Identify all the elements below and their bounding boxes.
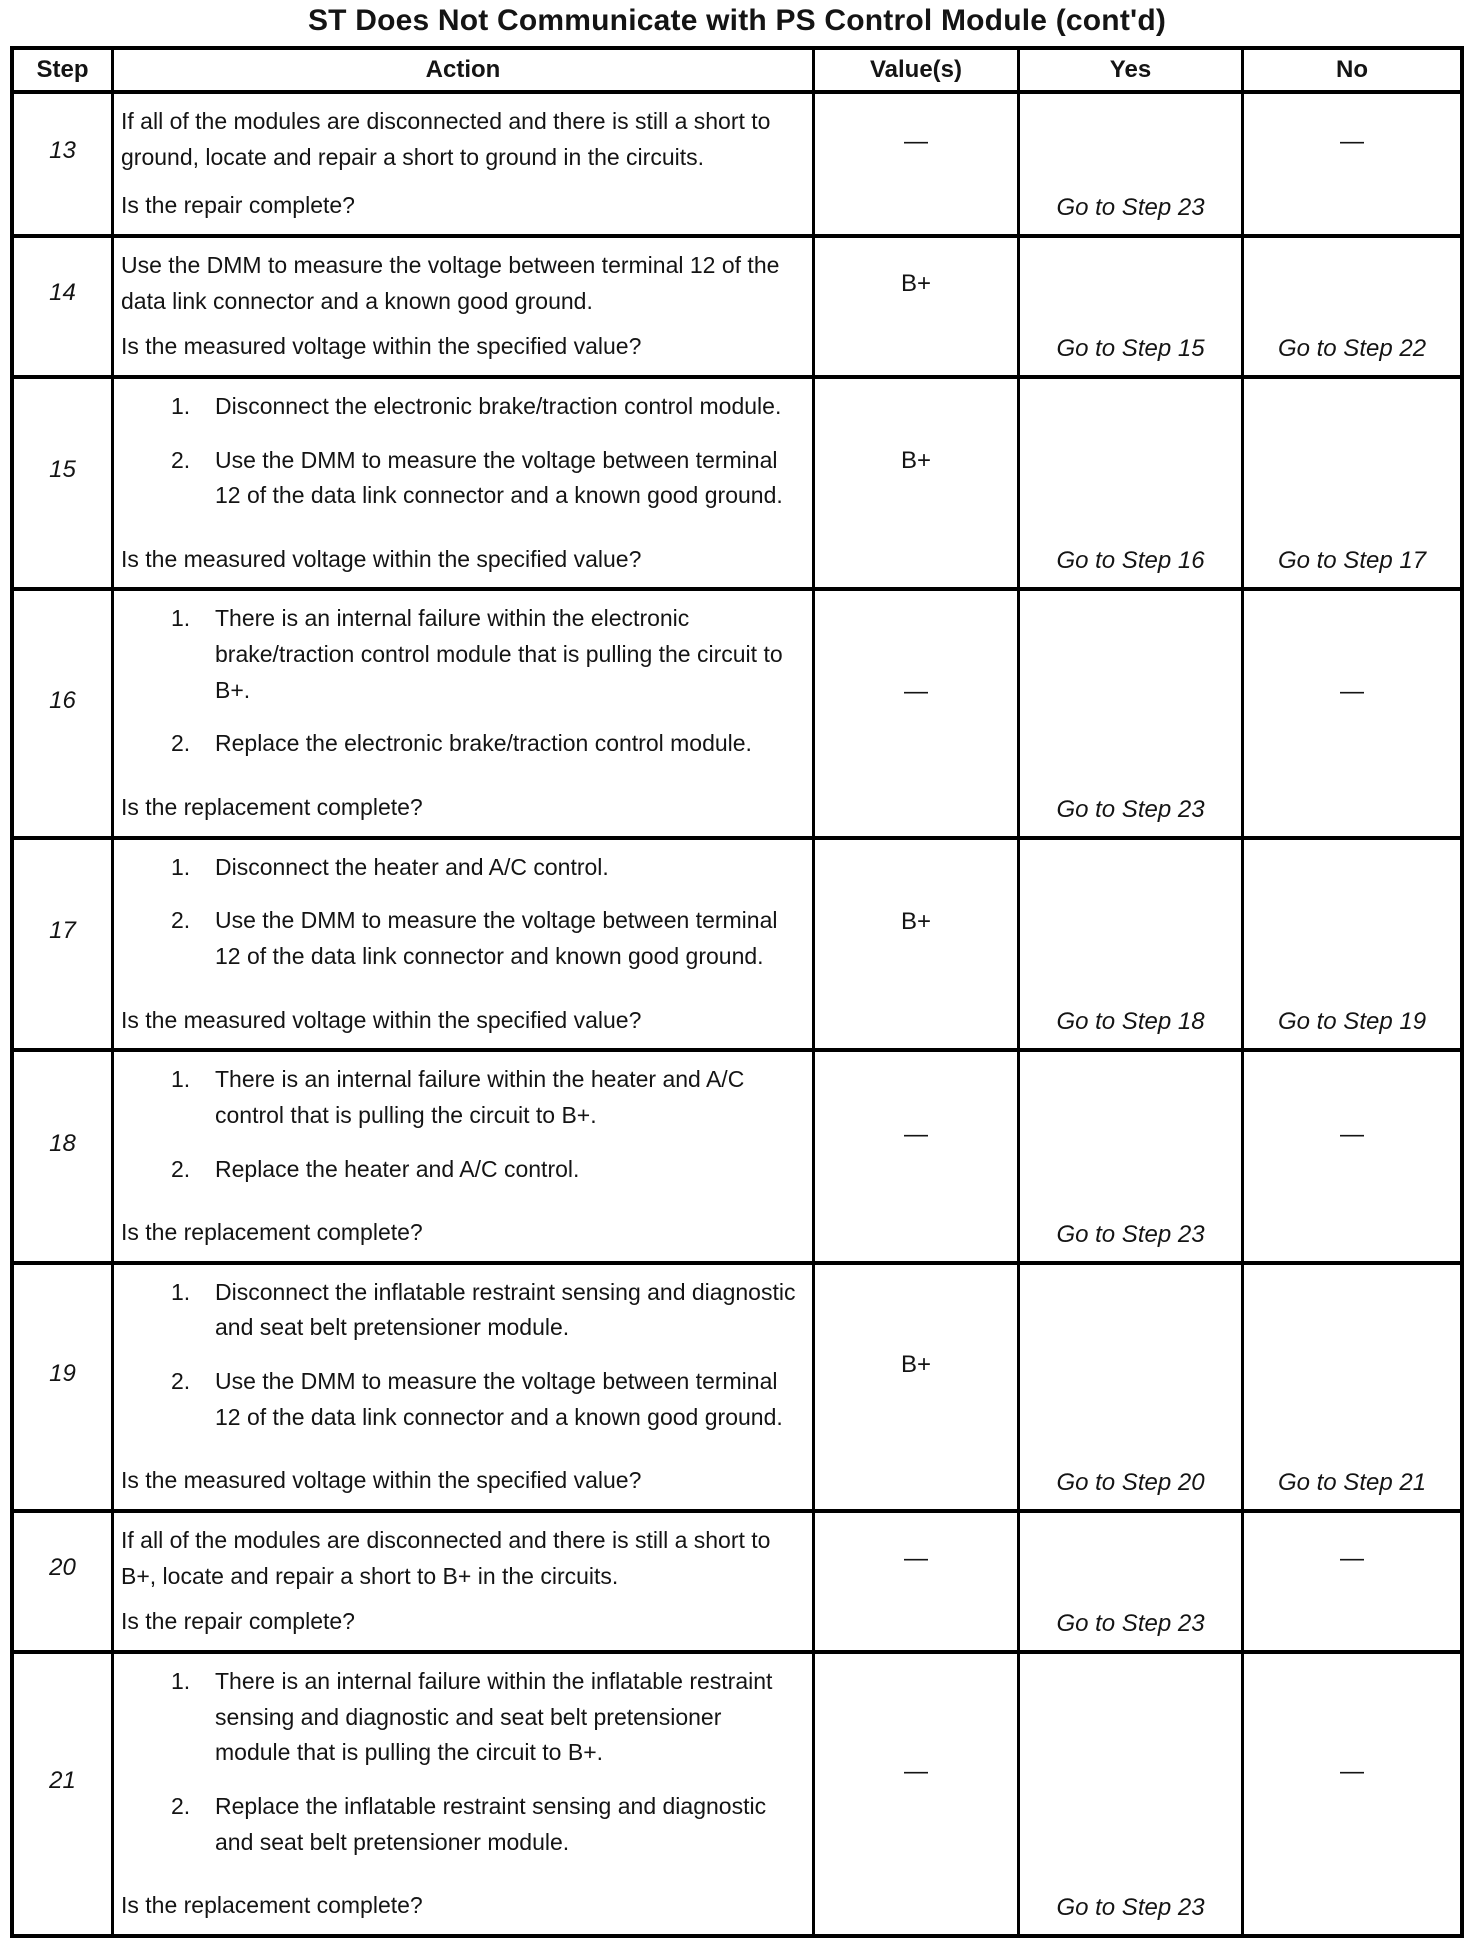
- action-list-item: [119, 1364, 808, 1435]
- no-cell: Go to Step 19: [1277, 1008, 1427, 1036]
- action-content: [119, 1521, 808, 1594]
- list-number: 2.: [171, 730, 191, 757]
- no-cell: Go to Step 17: [1277, 547, 1427, 575]
- list-text: Replace the inflatable restraint sensing and diagnostic and seat belt pretensioner module.: [215, 1792, 767, 1855]
- step-cell: 16: [14, 591, 114, 835]
- header-step: Step: [14, 50, 114, 90]
- yes-cell: Go to Step 23: [1020, 1513, 1244, 1650]
- action-cell: [114, 1265, 815, 1509]
- list-number: 1.: [171, 853, 191, 880]
- action-list-item: [119, 903, 808, 974]
- action-list-item: [119, 1664, 808, 1771]
- list-text: Replace the electronic brake/traction control module.: [215, 730, 752, 757]
- no-cell: —: [1340, 677, 1364, 705]
- action-question: Is the repair complete?: [121, 1608, 355, 1635]
- table-row: [14, 238, 1460, 379]
- yes-cell: Go to Step 23: [1020, 1654, 1244, 1934]
- list-number: 1.: [171, 392, 191, 419]
- list-text: Use the DMM to measure the voltage between terminal 12 of the data link connector and a known good ground.: [215, 446, 783, 509]
- list-text: There is an internal failure within the inflatable restraint sensing and diagnostic and seat belt pretensioner module that is pulling the circuit to B+.: [215, 1667, 773, 1766]
- table-row: [14, 1052, 1460, 1265]
- step-cell: 14: [14, 238, 114, 375]
- action-question: Is the replacement complete?: [121, 794, 423, 821]
- header-yes: Yes: [1020, 50, 1244, 90]
- list-text: Disconnect the electronic brake/traction control module.: [215, 392, 782, 419]
- action-content: [119, 848, 808, 993]
- action-list-item: [119, 1789, 808, 1860]
- action-paragraph: Use the DMM to measure the voltage between terminal 12 of the data link connector and a known good ground.: [121, 252, 780, 314]
- action-content: [119, 1060, 808, 1205]
- action-question: Is the replacement complete?: [121, 1219, 423, 1246]
- action-list-item: [119, 1275, 808, 1346]
- step-cell: 21: [14, 1654, 114, 1934]
- step-cell: 15: [14, 379, 114, 588]
- step-cell: 19: [14, 1265, 114, 1509]
- no-cell: —: [1340, 1120, 1364, 1148]
- table-header-row: [14, 50, 1460, 94]
- table-body: [14, 94, 1460, 1934]
- list-number: 2.: [171, 907, 191, 934]
- action-list-item: [119, 726, 808, 762]
- action-content: [119, 387, 808, 532]
- step-cell: 17: [14, 840, 114, 1049]
- value-cell: —: [815, 1513, 1020, 1650]
- action-list-item: [119, 443, 808, 514]
- action-cell: [114, 1654, 815, 1934]
- list-text: Replace the heater and A/C control.: [215, 1155, 580, 1182]
- value-cell: —: [815, 94, 1020, 234]
- list-text: Disconnect the inflatable restraint sensing and diagnostic and seat belt pretensioner module.: [215, 1278, 796, 1341]
- action-list-item: [119, 1152, 808, 1188]
- step-cell: 20: [14, 1513, 114, 1650]
- list-text: Disconnect the heater and A/C control.: [215, 853, 609, 880]
- no-cell: —: [1340, 1545, 1364, 1573]
- yes-cell: Go to Step 23: [1020, 591, 1244, 835]
- value-cell: —: [815, 591, 1020, 835]
- action-question: Is the measured voltage within the specified value?: [121, 333, 642, 360]
- action-content: [119, 102, 808, 175]
- list-number: 1.: [171, 1667, 191, 1694]
- value-cell: B+: [815, 379, 1020, 588]
- step-cell: 13: [14, 94, 114, 234]
- page-title: ST Does Not Communicate with PS Control Module (cont'd): [307, 4, 1167, 37]
- value-cell: —: [815, 1052, 1020, 1261]
- action-list-item: [119, 850, 808, 886]
- no-cell: Go to Step 22: [1277, 334, 1427, 362]
- table-row: [14, 1265, 1460, 1513]
- yes-cell: Go to Step 20: [1020, 1265, 1244, 1509]
- table-row: [14, 1513, 1460, 1654]
- table-row: [14, 840, 1460, 1053]
- action-list-item: [119, 601, 808, 708]
- action-question: Is the replacement complete?: [121, 1892, 423, 1919]
- action-question: Is the repair complete?: [121, 192, 355, 219]
- table-row: [14, 1654, 1460, 1934]
- diagnostic-table: [10, 46, 1464, 1938]
- list-text: Use the DMM to measure the voltage between terminal 12 of the data link connector and a known good ground.: [215, 1368, 783, 1430]
- yes-cell: Go to Step 18: [1020, 840, 1244, 1049]
- action-content: [119, 1662, 808, 1878]
- header-action: Action: [114, 50, 815, 90]
- value-cell: B+: [815, 238, 1020, 375]
- action-question: Is the measured voltage within the specified value?: [121, 1467, 642, 1494]
- action-cell: [114, 94, 815, 234]
- list-number: 2.: [171, 446, 191, 473]
- action-paragraph: If all of the modules are disconnected and there is still a short to ground, locate and repair a short to ground in the circuits.: [121, 108, 771, 170]
- action-cell: [114, 1513, 815, 1650]
- action-cell: [114, 238, 815, 375]
- step-cell: 18: [14, 1052, 114, 1261]
- yes-cell: Go to Step 15: [1020, 238, 1244, 375]
- list-number: 1.: [171, 1066, 191, 1093]
- list-text: Use the DMM to measure the voltage between terminal 12 of the data link connector and known good ground.: [215, 907, 778, 969]
- action-cell: [114, 379, 815, 588]
- action-cell: [114, 840, 815, 1049]
- action-cell: [114, 1052, 815, 1261]
- yes-cell: Go to Step 23: [1020, 94, 1244, 234]
- action-question: Is the measured voltage within the specified value?: [121, 1006, 642, 1033]
- list-text: There is an internal failure within the electronic brake/traction control module that is pulling the circuit to B+.: [215, 605, 783, 703]
- table-row: [14, 379, 1460, 592]
- table-row: [14, 94, 1460, 238]
- list-number: 1.: [171, 605, 191, 632]
- header-no: No: [1336, 56, 1368, 83]
- list-number: 2.: [171, 1792, 191, 1819]
- no-cell: —: [1340, 128, 1364, 155]
- action-cell: [114, 591, 815, 835]
- value-cell: B+: [815, 840, 1020, 1049]
- header-values: Value(s): [815, 50, 1020, 90]
- value-cell: —: [815, 1654, 1020, 1934]
- action-list-item: [119, 389, 808, 425]
- action-question: Is the measured voltage within the specified value?: [121, 545, 642, 572]
- table-row: [14, 591, 1460, 839]
- list-number: 2.: [171, 1368, 191, 1395]
- list-text: There is an internal failure within the heater and A/C control that is pulling the circuit to B+.: [215, 1066, 745, 1128]
- no-cell: —: [1340, 1757, 1364, 1785]
- action-list-item: [119, 1062, 808, 1133]
- value-cell: B+: [815, 1265, 1020, 1509]
- action-content: [119, 246, 808, 319]
- yes-cell: Go to Step 23: [1020, 1052, 1244, 1261]
- list-number: 1.: [171, 1278, 191, 1305]
- action-content: [119, 1273, 808, 1454]
- yes-cell: Go to Step 16: [1020, 379, 1244, 588]
- list-number: 2.: [171, 1155, 191, 1182]
- no-cell: Go to Step 21: [1277, 1469, 1427, 1497]
- action-content: [119, 599, 808, 780]
- action-paragraph: If all of the modules are disconnected and there is still a short to B+, locate and repair a short to B+ in the circuits.: [121, 1527, 771, 1589]
